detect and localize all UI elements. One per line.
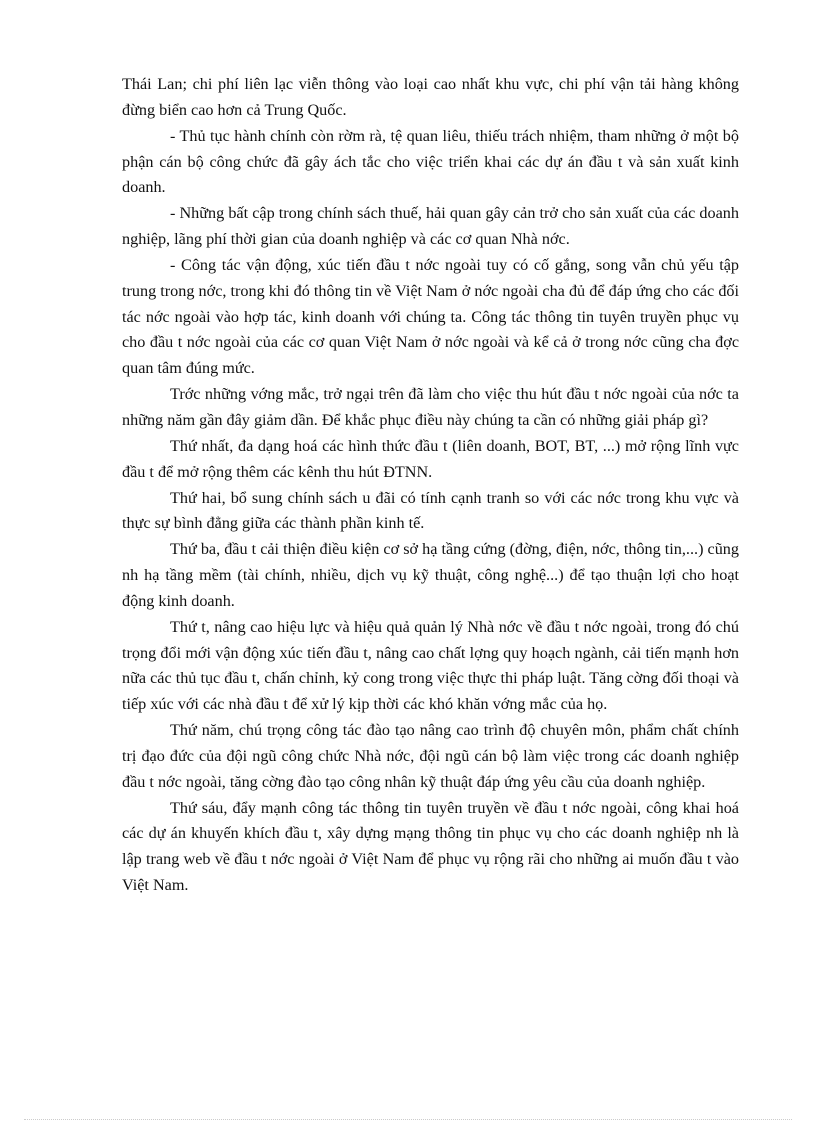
paragraph-8: Thứ ba, đầu t cải thiện điều kiện cơ sở hạ tầng cứng (đờng, điện, nớc, thông tin,...) cũng nh hạ tầng mềm (tài chính, nhiều, dịch vụ kỹ thuật, công nghệ...) để tạo thuận lợi cho hoạt động kinh doanh. xyxy=(122,540,739,610)
paragraph-6: Thứ nhất, đa dạng hoá các hình thức đầu t (liên doanh, BOT, BT, ...) mở rộng lĩnh vực đầu t để mở rộng thêm các kênh thu hút ĐTNN. xyxy=(122,436,739,481)
paragraph-1: Thái Lan; chi phí liên lạc viễn thông vào loại cao nhất khu vực, chi phí vận tải hàng không đừng biển cao hơn cả Trung Quốc. xyxy=(122,75,739,119)
document-page xyxy=(122,72,739,899)
paragraph-11: Thứ sáu, đẩy mạnh công tác thông tin tuyên truyền về đầu t nớc ngoài, công khai hoá các dự án khuyến khích đầu t, xây dựng mạng thông tin phục vụ cho các doanh nghiệp nh là lập trang web về đầu t nớc ngoài ở Việt Nam để phục vụ rộng rãi cho những ai muốn đầu t vào Việt Nam. xyxy=(122,798,739,895)
page-bottom-divider xyxy=(24,1119,792,1120)
paragraph-4: - Công tác vận động, xúc tiến đầu t nớc ngoài tuy có cố gắng, song vẫn chủ yếu tập trung trong nớc, trong khi đó thông tin về Việt Nam ở nớc ngoài cha đủ để đáp ứng cho các đối tác nớc ngoài vào hợp tác, kinh doanh với chúng ta. Công tác thông tin tuyên truyền phục vụ cho đầu t nớc ngoài của các cơ quan Việt Nam ở nớc ngoài và kể cả ở trong nớc cũng cha đợc quan tâm đúng mức. xyxy=(122,255,739,378)
paragraph-5: Trớc những vớng mắc, trở ngại trên đã làm cho việc thu hút đầu t nớc ngoài của nớc ta những năm gần đây giảm dần. Để khắc phục điều này chúng ta cần có những giải pháp gì? xyxy=(122,385,739,429)
paragraph-9: Thứ t, nâng cao hiệu lực và hiệu quả quản lý Nhà nớc về đầu t nớc ngoài, trong đó chú trọng đổi mới vận động xúc tiến đầu t, nâng cao chất lợng quy hoạch ngành, cải tiến mạnh hơn nữa các thủ tục đầu t, chấn chỉnh, kỷ cong trong việc thực thi pháp luật. Tăng cờng đối thoại và tiếp xúc với các nhà đầu t để xử lý kịp thời các khó khăn vớng mắc của họ. xyxy=(122,617,739,714)
paragraph-2: - Thủ tục hành chính còn rờm rà, tệ quan liêu, thiếu trách nhiệm, tham những ở một bộ phận cán bộ công chức đã gây ách tắc cho việc triển khai các dự án đầu t và sản xuất kinh doanh. xyxy=(122,126,739,197)
paragraph-7: Thứ hai, bổ sung chính sách u đãi có tính cạnh tranh so với các nớc trong khu vực và thực sự bình đẳng giữa các thành phần kinh tế. xyxy=(122,488,739,533)
paragraph-10: Thứ năm, chú trọng công tác đào tạo nâng cao trình độ chuyên môn, phẩm chất chính trị đạo đức của đội ngũ công chức Nhà nớc, đội ngũ cán bộ làm việc trong các doanh nghiệp đầu t nớc ngoài, tăng cờng đào tạo công nhân kỹ thuật đáp ứng yêu cầu của doanh nghiệp. xyxy=(122,721,739,791)
paragraph-3: - Những bất cập trong chính sách thuế, hải quan gây cản trở cho sản xuất của các doanh nghiệp, lãng phí thời gian của doanh nghiệp và các cơ quan Nhà nớc. xyxy=(122,204,739,249)
